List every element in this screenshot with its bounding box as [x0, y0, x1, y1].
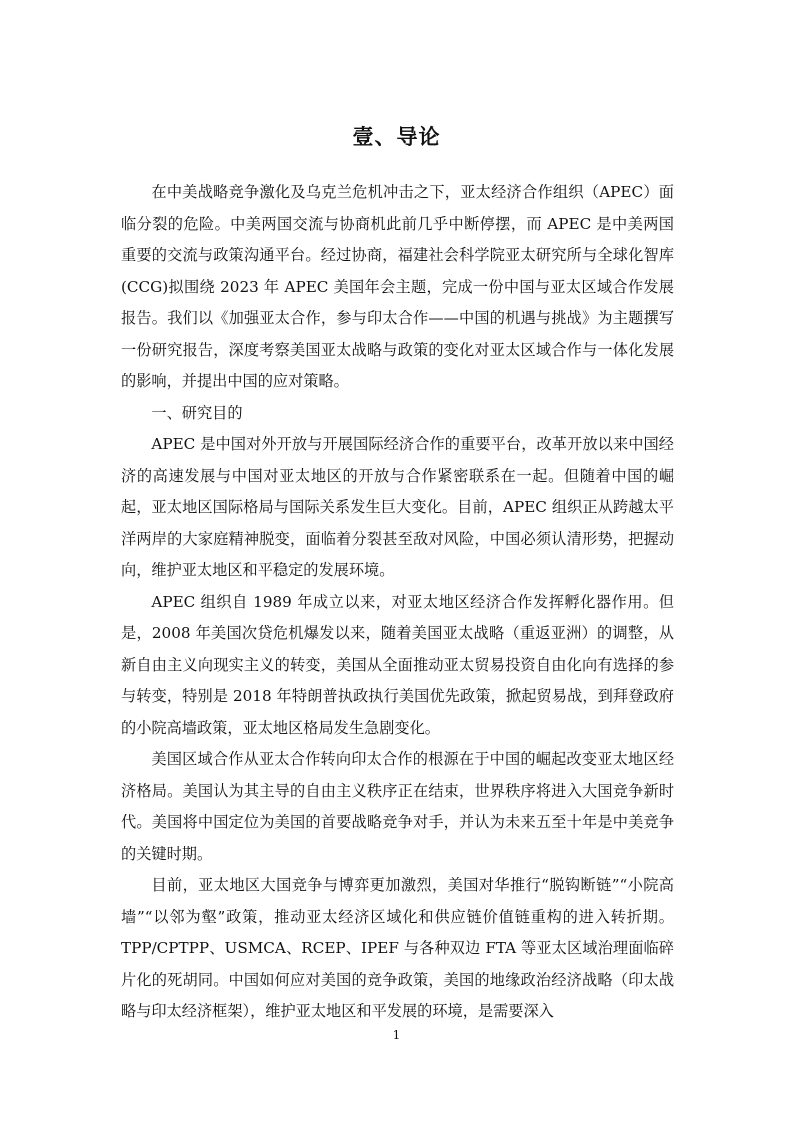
paragraph-current-situation: 目前，亚太地区大国竞争与博弈更加激烈，美国对华推行“脱钩断链”“小院高墙”“以邻为壑”政策，推动亚太经济区域化和供应链价值链重构的进入转折期。TPP/CPTPP、USMCA、RCEP、IPEF 与各种双边 FTA 等亚太区域治理面临碎片化的死胡同。中国如何应对美国的竞争政策，美国的地缘政治经济战略（印太战略与印太经济框架），维护亚太地区和平发展的环境，是需要深入 — [121, 876, 674, 1020]
paragraph-us-regional-shift: 美国区域合作从亚太合作转向印太合作的根源在于中国的崛起改变亚太地区经济格局。美国认为其主导的自由主义秩序正在结束，世界秩序将进入大国竞争新时代。美国将中国定位为美国的首要战略竞争对手，并认为未来五至十年是中美竞争的关键时期。 — [121, 750, 674, 863]
section-heading-research-purpose: 一、研究目的 — [151, 403, 243, 422]
paragraph-intro: 在中美战略竞争激化及乌克兰危机冲击之下，亚太经济合作组织（APEC）面临分裂的危险。中美两国交流与协商机此前几乎中断停摆，而 APEC 是中美两国重要的交流与政策沟通平台。经过协商，福建社会科学院亚太研究所与全球化智库(CCG)拟围绕 2023 年 APEC 美国年会主题，完成一份中国与亚太区域合作发展报告。我们以《加强亚太合作，参与印太合作——中国的机遇与挑战》为主题撰写一份研究报告，深度考察美国亚太战略与政策的变化对亚太区域合作与一体化发展的影响，并提出中国的应对策略。 — [121, 183, 674, 390]
page-number: 1 — [392, 1028, 401, 1042]
body-text — [121, 177, 674, 1028]
paragraph-apec-platform: APEC 是中国对外开放与开展国际经济合作的重要平台，改革开放以来中国经济的高速发展与中国对亚太地区的开放与合作紧密联系在一起。但随着中国的崛起，亚太地区国际格局与国际关系发生巨大变化。目前，APEC 组织正从跨越太平洋两岸的大家庭精神脱变，面临着分裂甚至敌对风险，中国必须认清形势，把握动向，维护亚太地区和平稳定的发展环境。 — [121, 435, 674, 579]
paragraph-apec-history: APEC 组织自 1989 年成立以来，对亚太地区经济合作发挥孵化器作用。但是，2008 年美国次贷危机爆发以来，随着美国亚太战略（重返亚洲）的调整，从新自由主义向现实主义的转变，美国从全面推动亚太贸易投资自由化向有选择的参与转变，特别是 2018 年特朗普执政执行美国优先政策，掀起贸易战，到拜登政府的小院高墙政策，亚太地区格局发生急剧变化。 — [121, 592, 674, 737]
page-title: 壹、导论 — [352, 125, 441, 149]
